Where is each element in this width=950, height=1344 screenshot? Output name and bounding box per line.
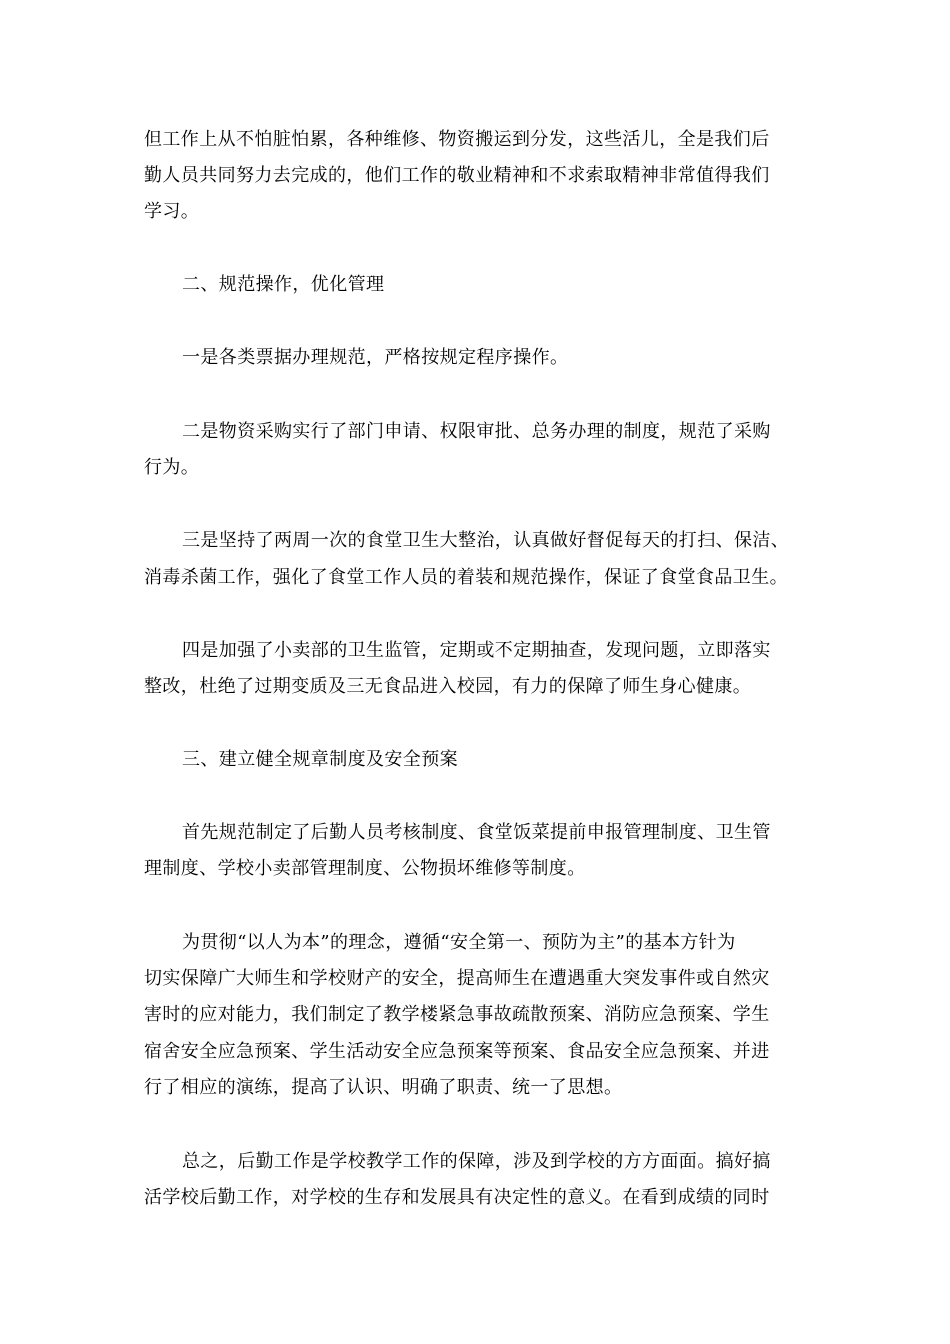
paragraph-line: 三是坚持了两周一次的食堂卫生大整治，认真做好督促每天的打扫、保洁、 [182,530,790,551]
paragraph-line: 为贯彻“以人为本”的理念，遵循“安全第一、预防为主”的基本方针为 [182,932,736,953]
paragraph-line: 学习。 [144,201,200,222]
paragraph-line: 理制度、学校小卖部管理制度、公物损坏维修等制度。 [144,858,586,879]
paragraph-line: 但工作上从不怕脏怕累，各种维修、物资搬运到分发，这些活儿，全是我们后 [144,129,770,150]
paragraph-line: 二是物资采购实行了部门申请、权限审批、总务办理的制度，规范了采购 [182,421,771,442]
paragraph-line: 勤人员共同努力去完成的，他们工作的敬业精神和不求索取精神非常值得我们 [144,165,770,186]
paragraph-line: 首先规范制定了后勤人员考核制度、食堂饭菜提前申报管理制度、卫生管 [182,822,771,843]
paragraph-line: 整改，杜绝了过期变质及三无食品进入校园，有力的保障了师生身心健康。 [144,676,752,697]
paragraph-line: 活学校后勤工作，对学校的生存和发展具有决定性的意义。在看到成绩的同时 [144,1187,770,1208]
paragraph-line: 宿舍安全应急预案、学生活动安全应急预案等预案、食品安全应急预案、并进 [144,1041,770,1062]
paragraph-line: 总之，后勤工作是学校教学工作的保障，涉及到学校的方方面面。搞好搞 [182,1151,771,1172]
paragraph-line: 害时的应对能力，我们制定了教学楼紧急事故疏散预案、消防应急预案、学生 [144,1004,770,1025]
paragraph-line: 行为。 [144,457,200,478]
section-heading: 二、规范操作，优化管理 [182,274,385,295]
paragraph-line: 四是加强了小卖部的卫生监管，定期或不定期抽查，发现问题，立即落实 [182,640,771,661]
paragraph-line: 行了相应的演练，提高了认识、明确了职责、统一了思想。 [144,1077,623,1098]
paragraph-line: 一是各类票据办理规范，严格按规定程序操作。 [182,347,569,368]
section-heading: 三、建立健全规章制度及安全预案 [182,749,458,770]
paragraph-line: 消毒杀菌工作，强化了食堂工作人员的着装和规范操作，保证了食堂食品卫生。 [144,567,788,588]
paragraph-line: 切实保障广大师生和学校财产的安全，提高师生在遭遇重大突发事件或自然灾 [144,968,770,989]
